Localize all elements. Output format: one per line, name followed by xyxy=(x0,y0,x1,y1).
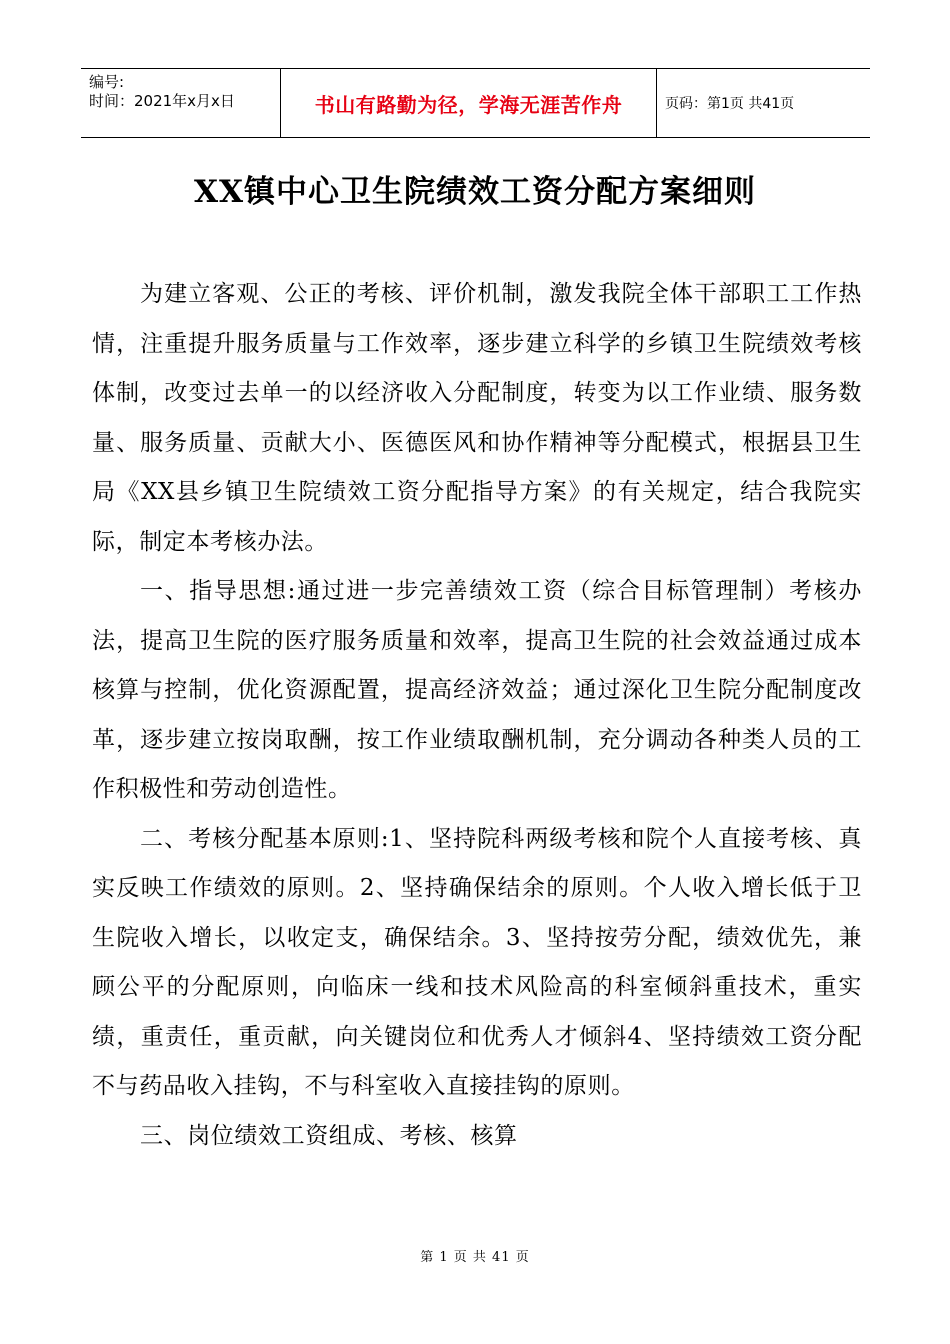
section-heading-3: 三、岗位绩效工资组成、考核、核算 xyxy=(140,1122,518,1149)
paragraph-basic-principles: 二、考核分配基本原则:1、坚持院科两级考核和院个人直接考核、真实反映工作绩效的原则。2、坚持确保结余的原则。个人收入增长低于卫生院收入增长，以收定支，确保结余。3、坚持按劳分配，绩效优先，兼顾公平的分配原则，向临床一线和技术风险高的科室倾斜重技术，重实绩，重责任，重贡献，向关键岗位和优秀人才倾斜4、坚持绩效工资分配不与药品收入挂钩，不与科室收入直接挂钩的原则。 xyxy=(92,825,862,1099)
paragraph-guiding-ideology: 一、指导思想:通过进一步完善绩效工资（综合目标管理制）考核办法，提高卫生院的医疗服务质量和效率，提高卫生院的社会效益通过成本核算与控制，优化资源配置，提高经济效益；通过深化卫生院分配制度改革，逐步建立按岗取酬，按工作业绩取酬机制，充分调动各种类人员的工作积极性和劳动创造性。 xyxy=(92,578,862,802)
number-label: 编号: xyxy=(89,73,125,91)
document-body xyxy=(92,270,862,1161)
header-motto: 书山有路勤为径，学海无涯苦作舟 xyxy=(281,69,657,137)
header-meta xyxy=(81,69,281,137)
paragraph-intro: 为建立客观、公正的考核、评价机制，激发我院全体干部职工工作热情，注重提升服务质量与工作效率，逐步建立科学的乡镇卫生院绩效考核体制，改变过去单一的以经济收入分配制度，转变为以工作业绩、服务数量、服务质量、贡献大小、医德医风和协作精神等分配模式，根据县卫生局《XX县乡镇卫生院绩效工资分配指导方案》的有关规定，结合我院实际，制定本考核办法。 xyxy=(92,281,862,555)
page-footer: 第 1 页 共 41 页 xyxy=(420,1250,530,1265)
page-header xyxy=(81,68,870,138)
header-page-info: 页码：第1页 共41页 xyxy=(665,96,795,112)
time-label: 时间：2021年x月x日 xyxy=(89,92,235,110)
document-title: XX镇中心卫生院绩效工资分配方案细则 xyxy=(193,174,757,210)
